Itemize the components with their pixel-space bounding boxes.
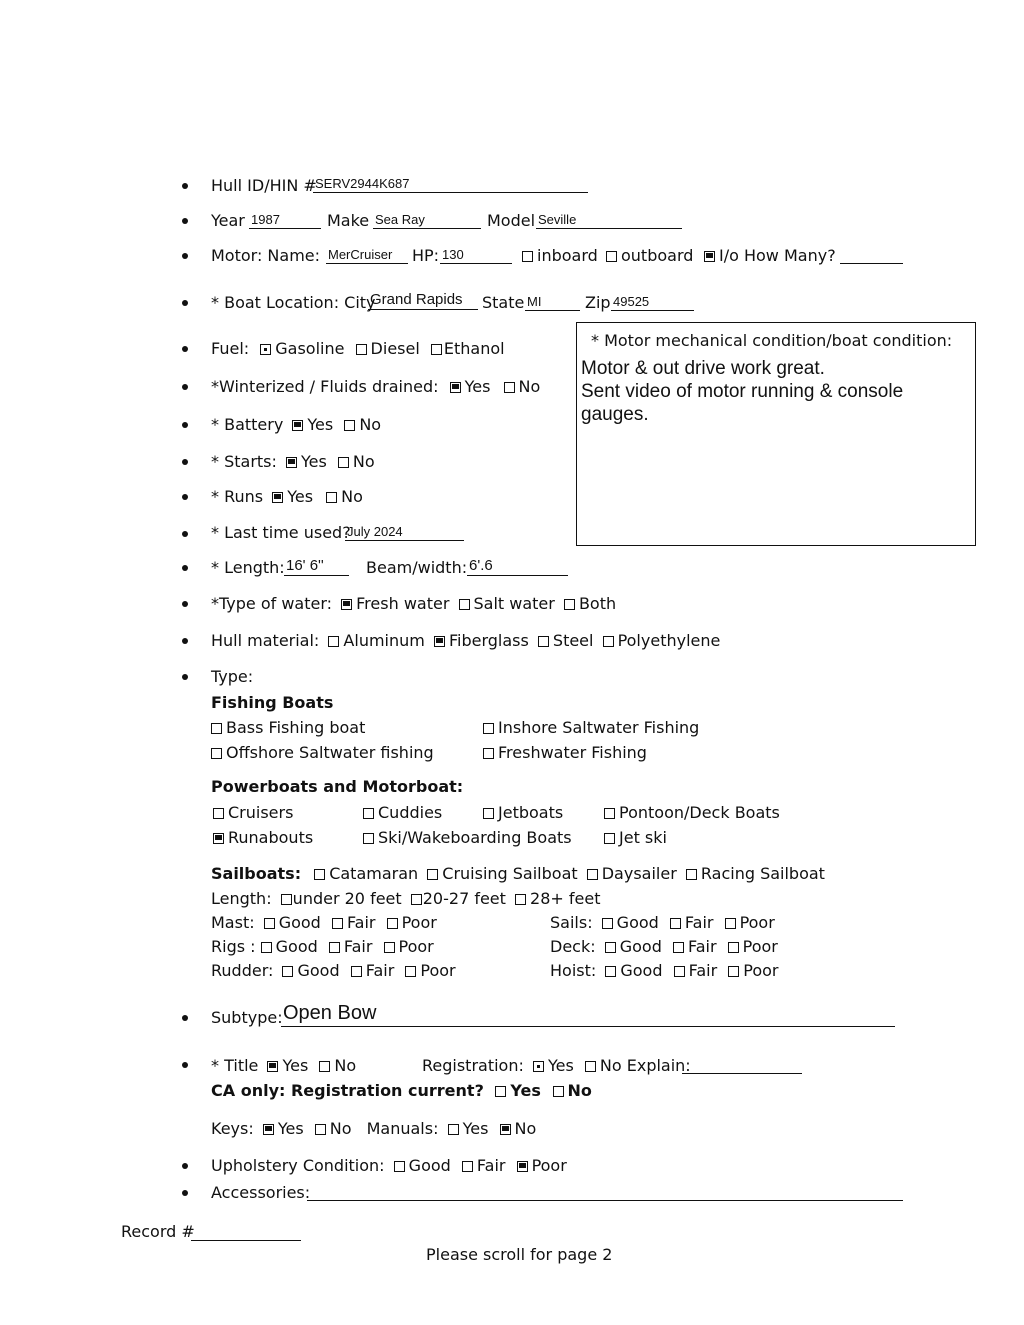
winterized-row: [211, 377, 540, 397]
runs-row: [211, 487, 363, 507]
checkbox-icon[interactable]: [332, 918, 343, 929]
yes-label: Yes: [464, 377, 491, 396]
condition-line: gauges.: [581, 404, 649, 425]
battery-row: [211, 415, 381, 435]
checkbox-icon[interactable]: [483, 748, 494, 759]
no-label: No: [352, 452, 375, 471]
checkbox-icon[interactable]: [329, 942, 340, 953]
yes-label: Yes: [301, 452, 327, 471]
water-label: *Type of water:: [211, 594, 333, 613]
bullet: [182, 459, 188, 465]
checkbox-icon[interactable]: [603, 636, 614, 647]
checkbox-icon[interactable]: [459, 599, 470, 610]
hull-option: Steel: [552, 631, 594, 650]
checked-checkbox-icon[interactable]: [260, 344, 271, 355]
checkbox-icon[interactable]: [495, 1086, 506, 1097]
registration-label: Registration:: [422, 1056, 524, 1075]
bullet: [182, 674, 188, 680]
bullet: [182, 1163, 188, 1169]
record-field[interactable]: [191, 1222, 301, 1241]
fuel-option: Diesel: [370, 339, 420, 358]
bullet: [182, 1062, 188, 1068]
state-field[interactable]: [525, 292, 580, 311]
sail-heading: Sailboats:: [211, 864, 302, 883]
ca-row: CA only: Registration current? Yes No: [211, 1081, 592, 1100]
checkbox-icon[interactable]: [363, 808, 374, 819]
last-used-label: * Last time used?: [211, 523, 351, 542]
make-label: Make: [327, 211, 370, 230]
checkbox-icon[interactable]: [515, 894, 526, 905]
checked-checkbox-icon[interactable]: [434, 636, 445, 647]
subtype-label: Subtype:: [211, 1008, 283, 1027]
checkbox-icon[interactable]: [462, 1161, 473, 1172]
bullet: [182, 422, 188, 428]
checkbox-icon[interactable]: [363, 833, 374, 844]
bullet: [182, 346, 188, 352]
checkbox-icon[interactable]: [728, 966, 739, 977]
fuel-label: Fuel:: [211, 339, 250, 358]
hull-option: Fiberglass: [448, 631, 529, 650]
beam-label: Beam/width:: [366, 558, 468, 577]
length-field[interactable]: [284, 557, 349, 576]
checked-checkbox-icon[interactable]: [533, 1061, 544, 1072]
fishing-heading: Fishing Boats: [211, 693, 334, 712]
manuals-label: Manuals:: [366, 1119, 439, 1138]
deck-row: Deck: Good Fair Poor: [550, 937, 778, 956]
checkbox-icon[interactable]: [326, 492, 337, 503]
hull-label: Hull ID/HIN #: [211, 176, 317, 195]
checkbox-icon[interactable]: [261, 942, 272, 953]
checkbox-icon[interactable]: [728, 942, 739, 953]
no-label: No: [341, 487, 363, 506]
model-label: Model: [487, 211, 536, 230]
checkbox-icon[interactable]: [522, 251, 533, 262]
length-label: * Length:: [211, 558, 285, 577]
zip-label: Zip: [585, 293, 611, 312]
inboard-option[interactable]: [522, 246, 598, 266]
state-value: MI: [527, 294, 542, 309]
checkbox-icon[interactable]: [314, 869, 325, 880]
subtype-field[interactable]: [281, 1000, 895, 1027]
checked-checkbox-icon[interactable]: [267, 1061, 278, 1072]
checkbox-icon[interactable]: [351, 966, 362, 977]
outboard-option[interactable]: [606, 246, 693, 266]
motor-label: Motor: Name:: [211, 246, 321, 265]
power-option[interactable]: Pontoon/Deck Boats: [604, 803, 780, 823]
bullet: [182, 601, 188, 607]
checkbox-icon[interactable]: [585, 1061, 596, 1072]
make-field[interactable]: [373, 210, 481, 229]
year-label: Year: [211, 211, 245, 230]
checked-checkbox-icon[interactable]: [450, 382, 461, 393]
checkbox-icon[interactable]: [315, 1124, 326, 1135]
checked-checkbox-icon[interactable]: [263, 1124, 274, 1135]
length-value: 16' 6'': [286, 557, 324, 574]
bullet: [182, 218, 188, 224]
fishing-option[interactable]: Inshore Saltwater Fishing: [483, 718, 699, 738]
bullet: [182, 494, 188, 500]
keys-row: Keys: Yes No Manuals: Yes No: [211, 1119, 537, 1138]
state-label: State: [482, 293, 525, 312]
beam-value: 6'.6: [469, 557, 493, 574]
checkbox-icon[interactable]: [673, 942, 684, 953]
water-option: Both: [578, 594, 617, 613]
fishing-option[interactable]: Offshore Saltwater fishing: [211, 743, 434, 763]
checkbox-icon[interactable]: [725, 918, 736, 929]
power-option[interactable]: Cruisers: [213, 803, 293, 823]
checkbox-icon[interactable]: [602, 918, 613, 929]
explain-field[interactable]: [682, 1055, 802, 1074]
make-value: Sea Ray: [375, 212, 425, 227]
runs-label: * Runs: [211, 487, 264, 506]
checkbox-icon[interactable]: [338, 457, 349, 468]
accessories-field[interactable]: [307, 1182, 903, 1201]
location-label: * Boat Location: City: [211, 293, 376, 312]
checkbox-icon[interactable]: [264, 918, 275, 929]
registration-row: Registration: Yes No Explain:: [422, 1056, 691, 1075]
checkbox-icon[interactable]: [448, 1124, 459, 1135]
subtype-value: Open Bow: [283, 1002, 377, 1024]
starts-row: [211, 452, 375, 472]
checkbox-icon[interactable]: [213, 808, 224, 819]
power-option[interactable]: Jet ski: [604, 828, 667, 848]
checkbox-icon[interactable]: [587, 869, 598, 880]
checkbox-icon[interactable]: [427, 869, 438, 880]
city-field[interactable]: [368, 291, 478, 310]
bullet: [182, 638, 188, 644]
inboard-label: inboard: [537, 246, 598, 265]
bullet: [182, 253, 188, 259]
hull-value: SERV2944K687: [315, 176, 410, 191]
upholstery-row: Upholstery Condition: Good Fair Poor: [211, 1156, 567, 1175]
title-row: * Title Yes No: [211, 1056, 357, 1075]
bullet: [182, 1015, 188, 1021]
hp-field[interactable]: [440, 245, 512, 264]
fuel-option: Ethanol: [443, 339, 505, 358]
condition-box[interactable]: [576, 322, 976, 546]
footer-note: Please scroll for page 2: [426, 1245, 613, 1264]
hull-option: Polyethylene: [617, 631, 721, 650]
hp-value: 130: [442, 247, 464, 262]
checkbox-icon[interactable]: [387, 918, 398, 929]
checked-checkbox-icon[interactable]: [517, 1161, 528, 1172]
bullet: [182, 531, 188, 537]
checkbox-icon[interactable]: [282, 966, 293, 977]
checkbox-icon[interactable]: [483, 723, 494, 734]
checked-checkbox-icon[interactable]: [341, 599, 352, 610]
ca-label: CA only: Registration current?: [211, 1081, 484, 1100]
checked-checkbox-icon[interactable]: [500, 1124, 511, 1135]
checkbox-icon[interactable]: [411, 894, 422, 905]
checkbox-icon[interactable]: [504, 382, 515, 393]
io-option[interactable]: [704, 246, 836, 266]
bullet: [182, 384, 188, 390]
yes-label: Yes: [307, 415, 334, 434]
winterized-label: *Winterized / Fluids drained:: [211, 377, 439, 396]
checkbox-icon[interactable]: [431, 344, 442, 355]
last-used-value: July 2024: [347, 524, 403, 539]
hull-field[interactable]: [313, 174, 588, 193]
checkbox-icon[interactable]: [328, 636, 339, 647]
sail-row: Sailboats: Catamaran Cruising Sailboat Daysailer Racing Sailboat: [211, 864, 825, 883]
accessories-label: Accessories:: [211, 1183, 311, 1202]
hp-label: HP:: [412, 246, 440, 265]
sail-length-label: Length:: [211, 889, 272, 908]
checkbox-icon[interactable]: [319, 1061, 330, 1072]
checkbox-icon[interactable]: [405, 966, 416, 977]
sail-length-row: Length: under 20 feet 20-27 feet 28+ feet: [211, 889, 601, 908]
rudder-row: Rudder: Good Fair Poor: [211, 961, 456, 980]
how-many-field[interactable]: [840, 245, 903, 264]
power-option[interactable]: Runabouts: [213, 828, 313, 848]
power-heading: Powerboats and Motorboat:: [211, 777, 464, 796]
checked-checkbox-icon[interactable]: [704, 251, 715, 262]
bullet: [182, 183, 188, 189]
motor-name-field[interactable]: [326, 245, 408, 264]
hoist-row: Hoist: Good Fair Poor: [550, 961, 779, 980]
hull-option: Aluminum: [343, 631, 425, 650]
checkbox-icon[interactable]: [604, 808, 615, 819]
checkbox-icon[interactable]: [344, 420, 355, 431]
checkbox-icon[interactable]: [211, 748, 222, 759]
bullet: [182, 300, 188, 306]
bullet: [182, 1190, 188, 1196]
power-option[interactable]: Cuddies: [363, 803, 442, 823]
water-option: Salt water: [473, 594, 555, 613]
power-option[interactable]: Ski/Wakeboarding Boats: [363, 828, 572, 848]
rigs-row: Rigs : Good Fair Poor: [211, 937, 434, 956]
fishing-option[interactable]: Bass Fishing boat: [211, 718, 365, 738]
title-label: * Title: [211, 1056, 259, 1075]
water-option: Fresh water: [356, 594, 450, 613]
bullet: [182, 565, 188, 571]
condition-heading: * Motor mechanical condition/boat condition:: [591, 331, 953, 350]
fuel-row: [211, 339, 505, 359]
record-label: Record #: [121, 1222, 195, 1241]
mast-row: Mast: Good Fair Poor: [211, 913, 437, 932]
zip-field[interactable]: [611, 292, 694, 311]
checkbox-icon[interactable]: [384, 942, 395, 953]
checkbox-icon[interactable]: [564, 599, 575, 610]
checkbox-icon[interactable]: [674, 966, 685, 977]
condition-line: Motor & out drive work great.: [581, 358, 825, 379]
checkbox-icon[interactable]: [605, 942, 616, 953]
checkbox-icon[interactable]: [483, 808, 494, 819]
checkbox-icon[interactable]: [604, 833, 615, 844]
checkbox-icon[interactable]: [686, 869, 697, 880]
model-value: Seville: [538, 212, 577, 227]
motor-name-value: MerCruiser: [328, 247, 393, 262]
checkbox-icon[interactable]: [281, 894, 292, 905]
checkbox-icon[interactable]: [356, 344, 367, 355]
checkbox-icon[interactable]: [606, 251, 617, 262]
no-label: No: [359, 415, 382, 434]
power-option[interactable]: Jetboats: [483, 803, 563, 823]
battery-label: * Battery: [211, 415, 284, 434]
checked-checkbox-icon[interactable]: [272, 492, 283, 503]
year-value: 1987: [251, 212, 280, 227]
checkbox-icon[interactable]: [394, 1161, 405, 1172]
checkbox-icon[interactable]: [670, 918, 681, 929]
starts-label: * Starts:: [211, 452, 277, 471]
fishing-option[interactable]: Freshwater Fishing: [483, 743, 647, 763]
outboard-label: outboard: [621, 246, 694, 265]
keys-label: Keys:: [211, 1119, 254, 1138]
model-field[interactable]: [536, 210, 682, 229]
checkbox-icon[interactable]: [538, 636, 549, 647]
year-field[interactable]: [249, 210, 321, 229]
upholstery-label: Upholstery Condition:: [211, 1156, 385, 1175]
type-label: Type:: [211, 667, 254, 686]
last-used-field[interactable]: [345, 522, 464, 541]
checked-checkbox-icon[interactable]: [286, 457, 297, 468]
city-value: Grand Rapids: [370, 291, 463, 308]
checkbox-icon[interactable]: [553, 1086, 564, 1097]
yes-label: Yes: [287, 487, 314, 506]
io-label: I/o How Many?: [719, 246, 836, 265]
hull-material-label: Hull material:: [211, 631, 320, 650]
condition-line: Sent video of motor running & console: [581, 381, 904, 402]
no-label: No: [518, 377, 541, 396]
hull-material-row: [211, 631, 720, 651]
beam-field[interactable]: [467, 557, 568, 576]
checkbox-icon[interactable]: [605, 966, 616, 977]
checked-checkbox-icon[interactable]: [213, 833, 224, 844]
checked-checkbox-icon[interactable]: [292, 420, 303, 431]
checkbox-icon[interactable]: [211, 723, 222, 734]
fuel-option: Gasoline: [275, 339, 345, 358]
zip-value: 49525: [613, 294, 650, 309]
sails-row: Sails: Good Fair Poor: [550, 913, 775, 932]
water-row: [211, 594, 616, 614]
